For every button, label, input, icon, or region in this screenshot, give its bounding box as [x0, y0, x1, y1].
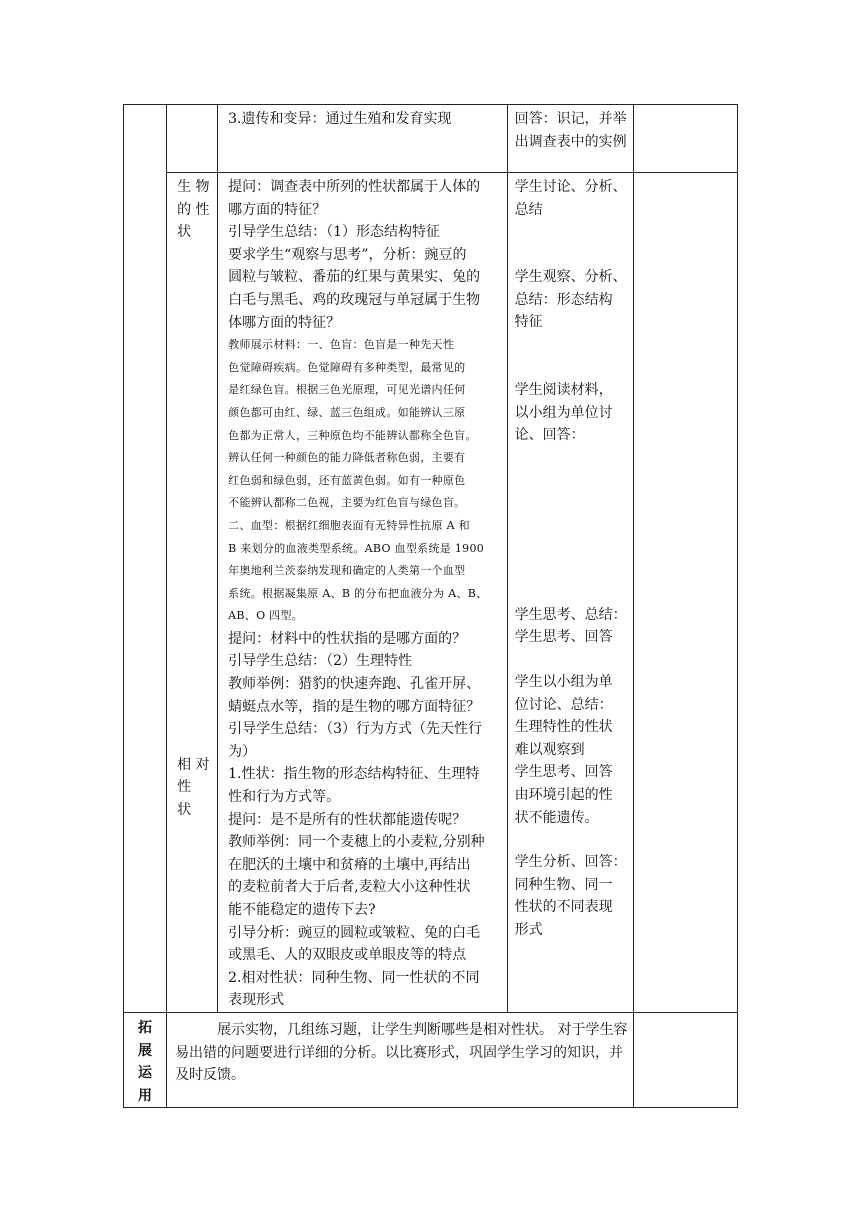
- student-activity-text: 回答：识记，并举出调查表中的实例: [514, 111, 627, 150]
- table-row-heredity: [124, 105, 738, 173]
- notes-cell: [633, 105, 737, 173]
- student-activity-c: 学生阅读材料， 以小组为单位讨 论、回答：: [514, 381, 613, 444]
- student-cell-traits: [507, 173, 633, 1013]
- student-activity-f: 学生分析、回答： 同种生物、同一 性状的不同表现 形式: [514, 854, 627, 938]
- content-cell-heredity: [218, 105, 507, 173]
- student-activity-a: 学生讨论、分析、 总结: [514, 179, 627, 218]
- lesson-plan-table: [123, 104, 738, 1108]
- student-activity-d: 学生思考、总结： 学生思考、回答: [514, 606, 627, 646]
- extension-content-cell: [167, 1012, 634, 1107]
- student-cell-heredity: [507, 105, 633, 173]
- content-cell-traits: [218, 173, 507, 1013]
- heredity-text: 3.遗传和变异：通过生殖和发育实现: [228, 111, 452, 127]
- teacher-material: 教师展示材料：一、色盲：色盲是一种先天性 色觉障碍疾病。色觉障碍有多种类型，最常见的 是红绿色盲。根据三色光原理，可见光谱内任何 颜色都可由红、绿、蓝三色组成。如能辨认三原 色都为正常人，三种原色均不能辨认都称全色盲。 辨认任何一种颜色的能力降低者称色弱，主要有 红色弱和绿色弱，还有蓝黄色弱。如有一种原色 不能辨认都称二色视，主要为红色盲与绿色盲。 二、血型：根据红细胞表面有无特异性抗原 A 和 B 来划分的血液类型系统。ABO 血型系统是 1900 年奥地利兰茨泰纳发现和确定的人类第一个血型 系统。根据凝集原 A、B 的分布把血液分为 A、B、 AB、O 四型。: [228, 338, 488, 623]
- subsection-label-cell: [167, 173, 218, 1013]
- extension-text: 展示实物，几组练习题，让学生判断哪些是相对性状。 对于学生容易出错的问题要进行详细的分析。以比赛形式，巩固学生学习的知识，并及时反馈。: [175, 1021, 628, 1084]
- table-row-extension: [124, 1012, 738, 1107]
- student-activity-e: 学生以小组为单 位讨论、总结： 生理特性的性状 难以观察到 学生思考、回答 由环境引起的性 状不能遗传。: [514, 673, 613, 826]
- discussion-paragraph: 提问：材料中的性状指的是哪方面的？ 引导学生总结：（2）生理特性 教师举例：猎豹的快速奔跑、孔雀开屏、 蜻蜓点水等，指的是生物的哪方面特征？ 引导学生总结：（3）行为方式（先天性行 为） 1.性状：指生物的形态结构特征、生理特 性和行为方式等。 提问：是不是所有的性状都能遗传呢？ 教师举例：同一个麦穗上的小麦粒,分别种 在肥沃的土壤中和贫瘠的土壤中,再结出 的麦粒前者大于后者,麦粒大小这种性状 能不能稳定的遗传下去? 引导分析：豌豆的圆粒或皱粒、兔的白毛 或黑毛、人的双眼皮或单眼皮等的特点 2.相对性状：同种生物、同一性状的不同 表现形式: [228, 630, 485, 1009]
- label-relative-traits: 相 对 性 状: [177, 756, 210, 818]
- label-biological-traits: 生 物 的 性 状: [177, 179, 210, 241]
- section-cell-empty: [124, 105, 167, 1013]
- subsection-cell-empty: [167, 105, 218, 173]
- section-label-extension: 拓 展 运 用: [124, 1012, 167, 1107]
- intro-paragraph: 提问：调查表中所列的性状都属于人体的 哪方面的特征？ 引导学生总结：（1）形态结构特征 要求学生“观察与思考”，分析：豌豆的 圆粒与皱粒、番茄的红果与黄果实、兔的 白毛与黑毛、鸡的玫瑰冠与单冠属于生物 体哪方面的特征？: [228, 179, 481, 331]
- notes-cell: [633, 1012, 737, 1107]
- table-row-traits: [124, 173, 738, 1013]
- student-activity-b: 学生观察、分析、 总结：形态结构 特征: [514, 269, 627, 331]
- notes-cell: [633, 173, 737, 1013]
